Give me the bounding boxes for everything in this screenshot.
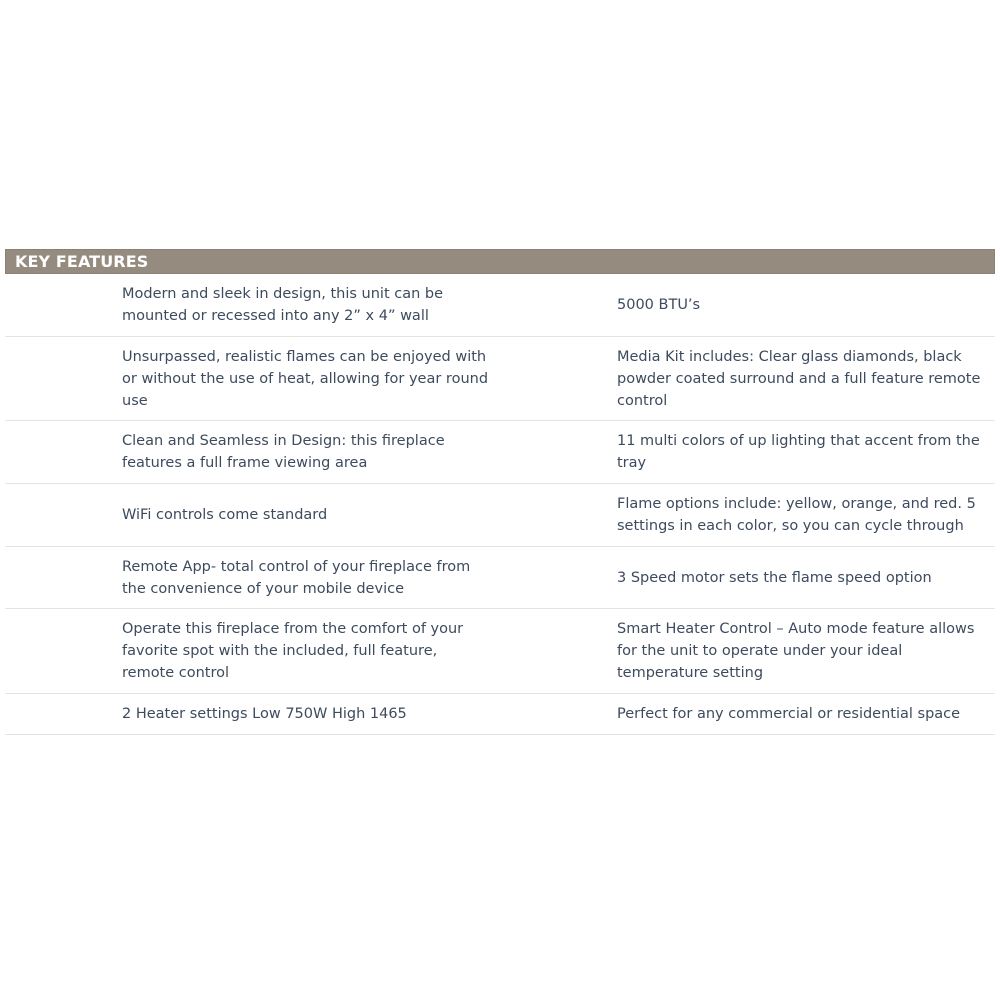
key-features-title: KEY FEATURES	[15, 252, 149, 271]
feature-row	[5, 274, 995, 337]
feature-row	[5, 609, 995, 694]
feature-row	[5, 484, 995, 547]
key-features-table	[5, 249, 995, 735]
feature-row	[5, 337, 995, 421]
feature-right-cell: 3 Speed motor sets the flame speed option	[617, 569, 932, 586]
feature-left-cell: Clean and Seamless in Design: this fireplace features a full frame viewing area	[122, 433, 445, 471]
feature-left-cell: Unsurpassed, realistic flames can be enjoyed with or without the use of heat, allowing for year round use	[122, 348, 489, 409]
feature-right-cell: Smart Heater Control – Auto mode feature allows for the unit to operate under your ideal temperature setting	[617, 621, 975, 681]
feature-left-cell: Operate this fireplace from the comfort of your favorite spot with the included, full feature, remote control	[122, 621, 464, 681]
feature-left-cell: WiFi controls come standard	[122, 507, 328, 523]
feature-left-cell: Modern and sleek in design, this unit can be mounted or recessed into any 2” x 4” wall	[122, 286, 444, 324]
feature-right-cell: 5000 BTU’s	[617, 297, 701, 313]
key-features-header	[5, 249, 995, 274]
feature-row	[5, 694, 995, 735]
feature-row	[5, 547, 995, 609]
feature-row	[5, 421, 995, 484]
feature-left-cell: 2 Heater settings Low 750W High 1465	[122, 706, 407, 722]
feature-right-cell: 11 multi colors of up lighting that accent from the tray	[617, 433, 980, 471]
feature-right-cell: Perfect for any commercial or residential space	[617, 706, 961, 722]
feature-right-cell: Media Kit includes: Clear glass diamonds, black powder coated surround and a full feature remote control	[617, 348, 981, 409]
feature-left-cell: Remote App- total control of your fireplace from the convenience of your mobile device	[122, 558, 471, 597]
feature-right-cell: Flame options include: yellow, orange, and red. 5 settings in each color, so you can cycle through	[617, 496, 976, 534]
